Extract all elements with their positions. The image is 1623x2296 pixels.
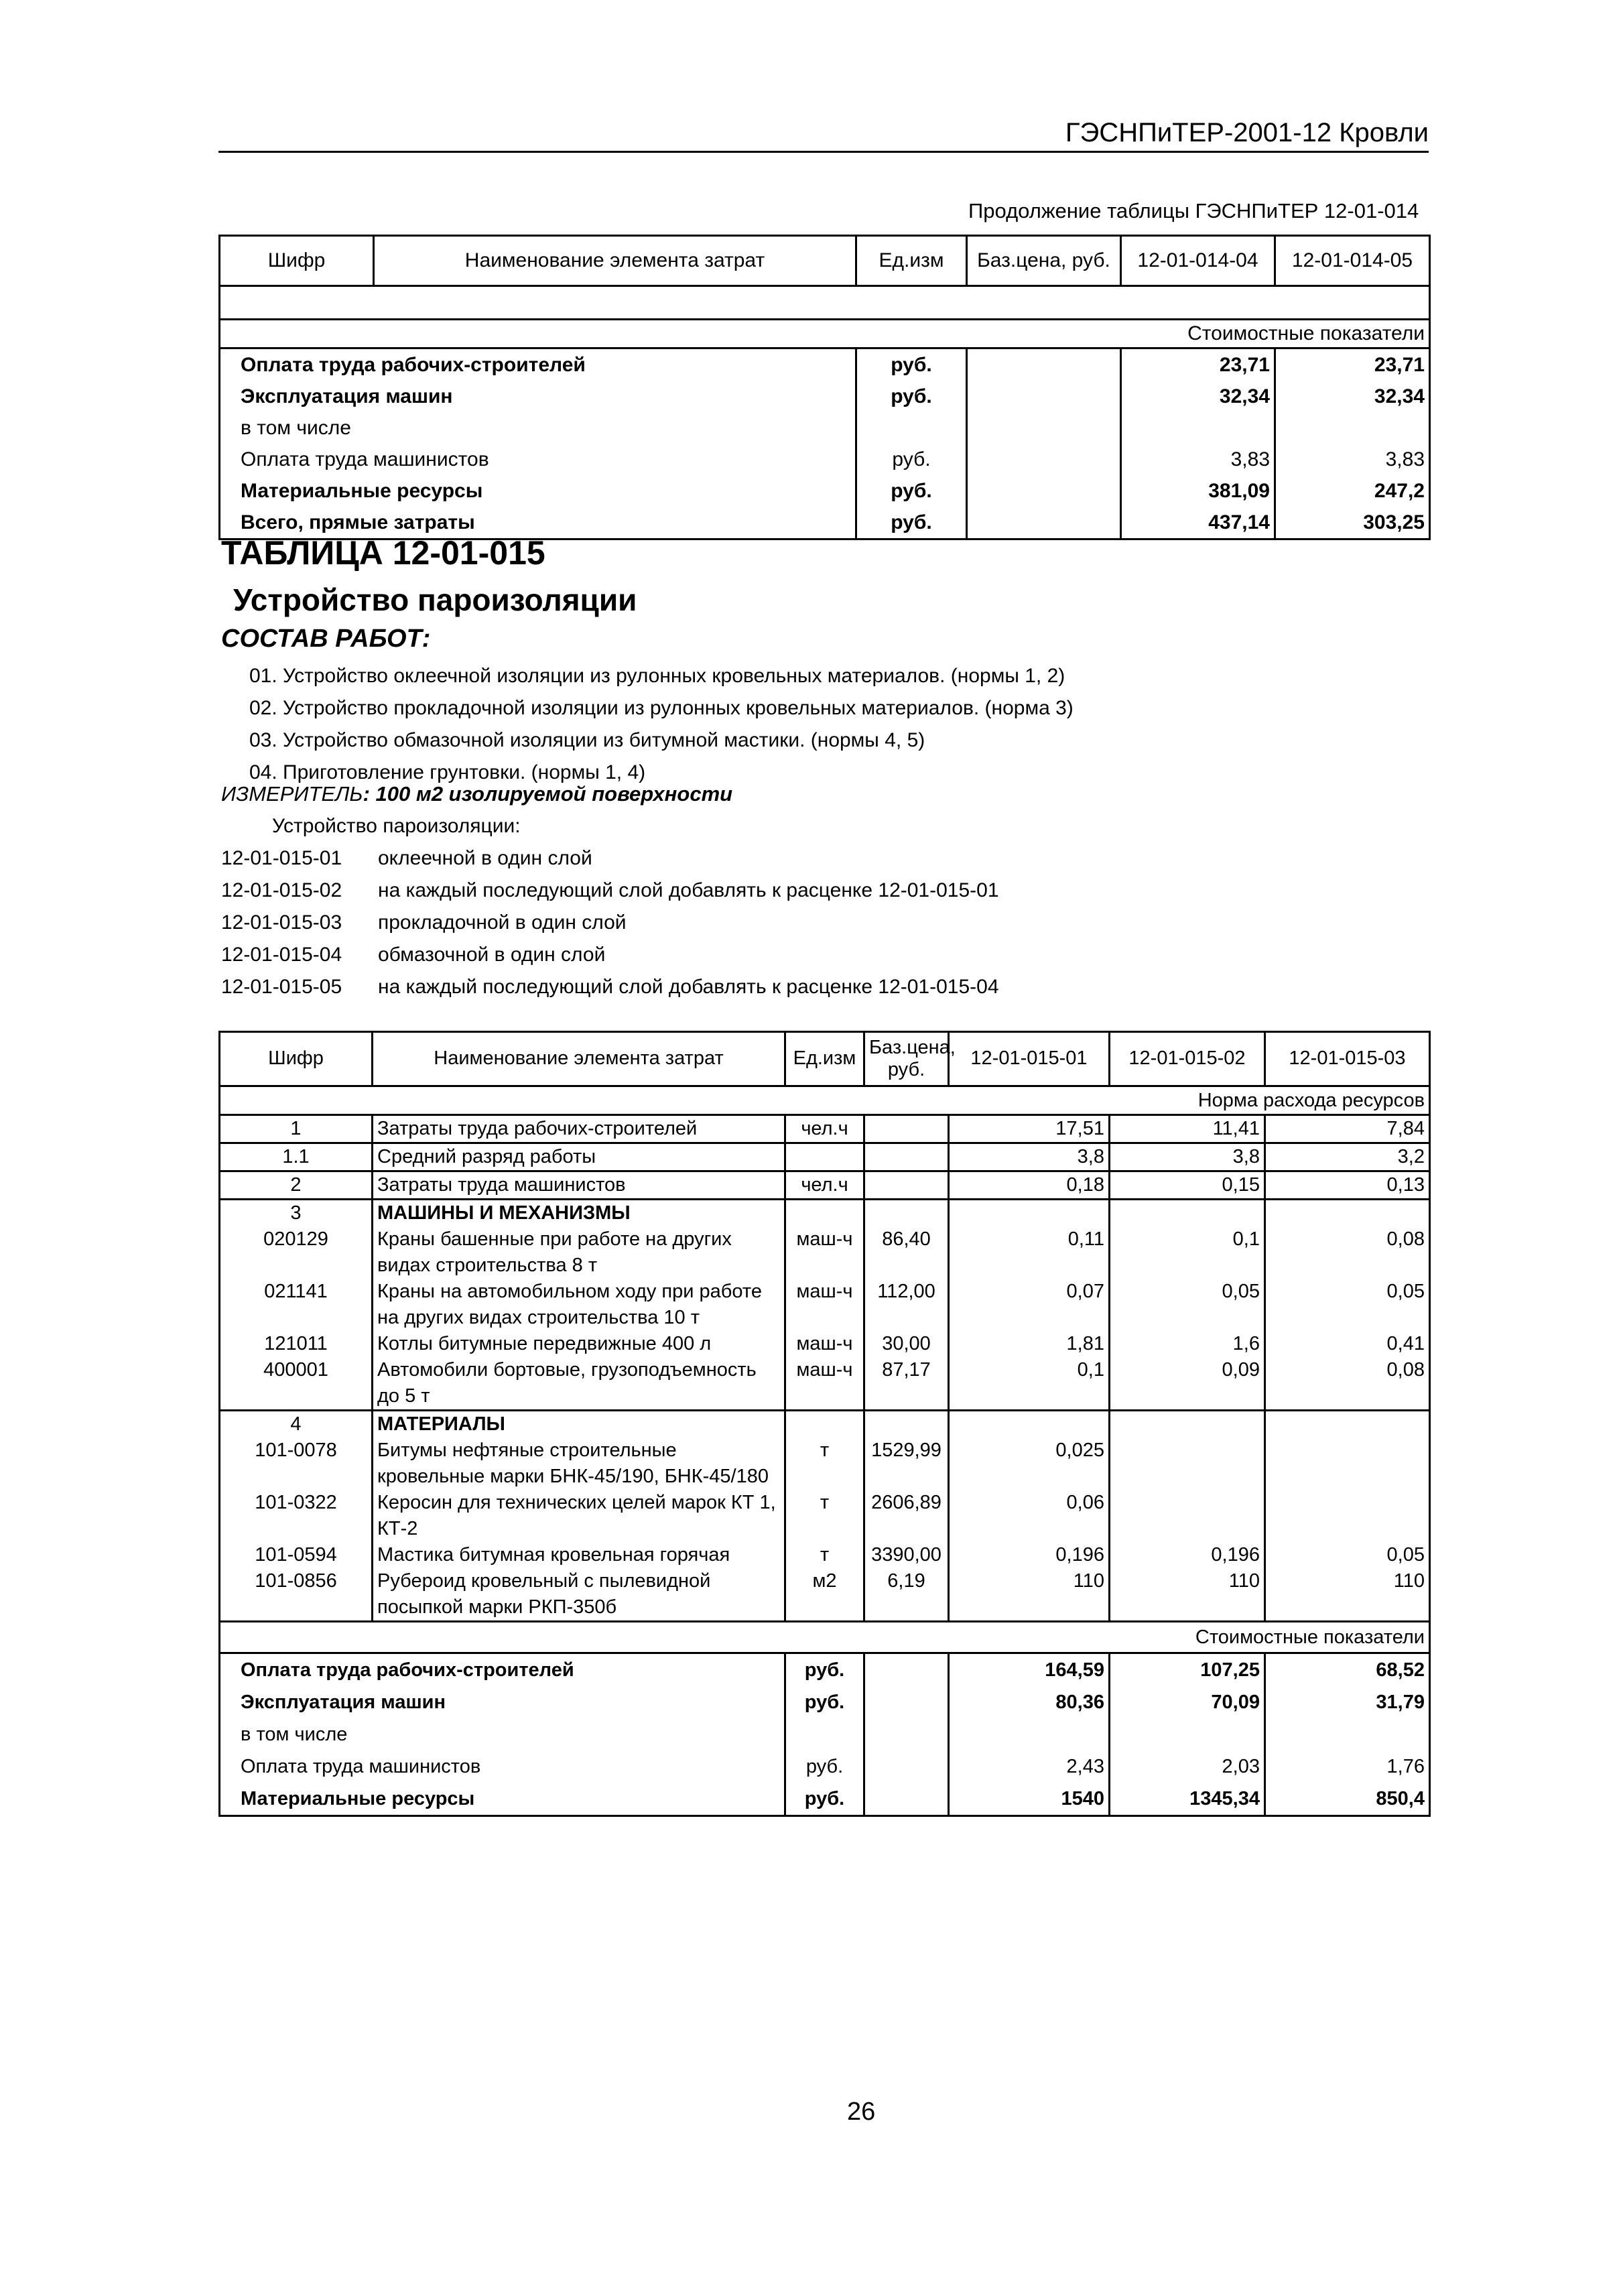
row-value — [1110, 1200, 1265, 1227]
row-name: Автомобили бортовые, грузоподъемность до 5 т — [373, 1357, 785, 1411]
section-label-row — [220, 1086, 1430, 1115]
table-row — [220, 1653, 1430, 1687]
running-header: ГЭСНПиТЕР-2001-12 Кровли — [1065, 118, 1429, 147]
table-row — [220, 1686, 1430, 1718]
row-value: 3,83 — [1121, 444, 1275, 475]
table-row — [220, 1411, 1430, 1438]
row-value: 0,41 — [1265, 1331, 1430, 1357]
row-name: Всего, прямые затраты — [220, 507, 856, 539]
col-header: Шифр — [220, 236, 374, 286]
row-value: 110 — [1265, 1568, 1430, 1622]
table-row — [220, 1279, 1430, 1331]
table-row — [220, 1200, 1430, 1227]
norm-label: Норма расхода ресурсов — [220, 1086, 1430, 1115]
table-row — [220, 1115, 1430, 1143]
col-header: Баз.цена, руб. — [864, 1032, 949, 1086]
row-value: 0,1 — [949, 1357, 1110, 1411]
row-name: Средний разряд работы — [373, 1143, 785, 1171]
row-value — [1110, 1718, 1265, 1750]
row-value: 247,2 — [1275, 475, 1430, 507]
measure-label: ИЗМЕРИТЕЛЬ — [221, 782, 363, 806]
row-unit: руб. — [785, 1686, 864, 1718]
row-price — [864, 1143, 949, 1171]
row-value: 3,8 — [1110, 1143, 1265, 1171]
row-price — [864, 1750, 949, 1783]
row-value: 0,18 — [949, 1171, 1110, 1200]
row-unit: руб. — [785, 1653, 864, 1687]
table-row — [220, 1226, 1430, 1279]
row-value — [1265, 1490, 1430, 1542]
row-price — [967, 507, 1121, 539]
row-price — [967, 348, 1121, 381]
row-unit: руб. — [785, 1750, 864, 1783]
row-value: 23,71 — [1121, 348, 1275, 381]
col-header: Баз.цена, руб. — [967, 236, 1121, 286]
row-unit: руб. — [856, 444, 967, 475]
works-heading: СОСТАВ РАБОТ: — [221, 625, 431, 653]
row-value: 1345,34 — [1110, 1783, 1265, 1816]
row-code: 1.1 — [220, 1143, 373, 1171]
row-value: 17,51 — [949, 1115, 1110, 1143]
row-name: Затраты труда рабочих-строителей — [373, 1115, 785, 1143]
section-label-row — [220, 320, 1430, 348]
row-value — [1121, 412, 1275, 444]
row-price — [864, 1686, 949, 1718]
row-value: 110 — [949, 1568, 1110, 1622]
row-value: 0,196 — [1110, 1542, 1265, 1568]
row-name: МАШИНЫ И МЕХАНИЗМЫ — [373, 1200, 785, 1227]
row-value: 1,6 — [1110, 1331, 1265, 1357]
row-unit: руб. — [856, 475, 967, 507]
row-unit: маш-ч — [785, 1357, 864, 1411]
row-value: 1,76 — [1265, 1750, 1430, 1783]
row-name: Эксплуатация машин — [220, 1686, 785, 1718]
col-header: 12-01-014-04 — [1121, 236, 1275, 286]
row-price — [864, 1783, 949, 1816]
table-header-row — [220, 236, 1430, 286]
row-unit: руб. — [785, 1783, 864, 1816]
row-value: 7,84 — [1265, 1115, 1430, 1143]
row-value — [1265, 1718, 1430, 1750]
table-row — [220, 444, 1430, 475]
row-price: 86,40 — [864, 1226, 949, 1279]
row-value: 303,25 — [1275, 507, 1430, 539]
norm-desc: обмазочной в один слой — [378, 944, 606, 966]
row-value: 0,07 — [949, 1279, 1110, 1331]
row-price — [967, 412, 1121, 444]
row-value: 0,05 — [1265, 1542, 1430, 1568]
row-name: Материальные ресурсы — [220, 1783, 785, 1816]
norm-code: 12-01-015-02 — [221, 879, 342, 901]
table-row — [220, 412, 1430, 444]
row-unit — [785, 1200, 864, 1227]
cost-table-014 — [218, 235, 1431, 540]
row-price — [864, 1653, 949, 1687]
row-code: 021141 — [220, 1279, 373, 1331]
row-code: 1 — [220, 1115, 373, 1143]
row-value — [1275, 412, 1430, 444]
row-value — [1265, 1438, 1430, 1490]
row-value: 107,25 — [1110, 1653, 1265, 1687]
row-code: 101-0322 — [220, 1490, 373, 1542]
table-row — [220, 1783, 1430, 1816]
table-row — [220, 1542, 1430, 1568]
row-value: 0,13 — [1265, 1171, 1430, 1200]
row-price: 1529,99 — [864, 1438, 949, 1490]
row-price — [864, 1718, 949, 1750]
row-name: Мастика битумная кровельная горячая — [373, 1542, 785, 1568]
row-unit: чел.ч — [785, 1115, 864, 1143]
row-price: 2606,89 — [864, 1490, 949, 1542]
row-value: 110 — [1110, 1568, 1265, 1622]
row-value: 3,8 — [949, 1143, 1110, 1171]
row-code: 121011 — [220, 1331, 373, 1357]
row-value: 0,09 — [1110, 1357, 1265, 1411]
row-name: в том числе — [220, 1718, 785, 1750]
row-unit: чел.ч — [785, 1171, 864, 1200]
row-code: 020129 — [220, 1226, 373, 1279]
table-row — [220, 1171, 1430, 1200]
col-header: 12-01-014-05 — [1275, 236, 1430, 286]
row-value — [1110, 1411, 1265, 1438]
table-title: ТАБЛИЦА 12-01-015 — [221, 534, 545, 572]
norm-desc: на каждый последующий слой добавлять к расценке 12-01-015-01 — [378, 879, 999, 901]
row-value: 3,83 — [1275, 444, 1430, 475]
col-header: 12-01-015-03 — [1265, 1032, 1430, 1086]
row-value: 68,52 — [1265, 1653, 1430, 1687]
col-header: 12-01-015-02 — [1110, 1032, 1265, 1086]
row-value: 2,03 — [1110, 1750, 1265, 1783]
row-value: 11,41 — [1110, 1115, 1265, 1143]
row-unit: руб. — [856, 348, 967, 381]
table-row — [220, 348, 1430, 381]
norm-desc: на каждый последующий слой добавлять к расценке 12-01-015-04 — [378, 976, 999, 998]
work-item: 03. Устройство обмазочной изоляции из битумной мастики. (нормы 4, 5) — [249, 729, 925, 751]
row-name: Оплата труда рабочих-строителей — [220, 348, 856, 381]
row-price: 30,00 — [864, 1331, 949, 1357]
row-unit: маш-ч — [785, 1279, 864, 1331]
table-row — [220, 1143, 1430, 1171]
row-unit — [785, 1411, 864, 1438]
row-value: 164,59 — [949, 1653, 1110, 1687]
row-value: 1540 — [949, 1783, 1110, 1816]
work-item: 04. Приготовление грунтовки. (нормы 1, 4) — [249, 761, 646, 783]
row-value — [949, 1200, 1110, 1227]
table-row — [220, 381, 1430, 412]
table-header-row — [220, 1032, 1430, 1086]
resource-table-015 — [218, 1031, 1431, 1817]
row-value: 0,05 — [1265, 1279, 1430, 1331]
table-row — [220, 1568, 1430, 1622]
row-value: 0,196 — [949, 1542, 1110, 1568]
row-name: Битумы нефтяные строительные кровельные марки БНК-45/190, БНК-45/180 — [373, 1438, 785, 1490]
col-header: Наименование элемента затрат — [374, 236, 856, 286]
resource-rows — [220, 1115, 1430, 1622]
row-value: 1,81 — [949, 1331, 1110, 1357]
table-row — [220, 1750, 1430, 1783]
row-price: 3390,00 — [864, 1542, 949, 1568]
row-value: 31,79 — [1265, 1686, 1430, 1718]
row-value: 23,71 — [1275, 348, 1430, 381]
row-value — [949, 1411, 1110, 1438]
row-value: 0,15 — [1110, 1171, 1265, 1200]
row-name: в том числе — [220, 412, 856, 444]
row-price — [967, 475, 1121, 507]
cost-label: Стоимостные показатели — [220, 1622, 1430, 1653]
col-header: 12-01-015-01 — [949, 1032, 1110, 1086]
row-price — [864, 1115, 949, 1143]
table-row — [220, 1331, 1430, 1357]
row-value: 0,05 — [1110, 1279, 1265, 1331]
row-unit — [785, 1718, 864, 1750]
row-value: 32,34 — [1121, 381, 1275, 412]
row-value: 0,025 — [949, 1438, 1110, 1490]
row-value — [1265, 1200, 1430, 1227]
row-price: 112,00 — [864, 1279, 949, 1331]
row-value — [1110, 1438, 1265, 1490]
table-row — [220, 475, 1430, 507]
table-subtitle: Устройство пароизоляции — [233, 582, 637, 617]
table-row — [220, 1438, 1430, 1490]
row-price — [864, 1411, 949, 1438]
row-name: Оплата труда рабочих-строителей — [220, 1653, 785, 1687]
row-value: 0,06 — [949, 1490, 1110, 1542]
row-value: 80,36 — [949, 1686, 1110, 1718]
row-value: 0,08 — [1265, 1357, 1430, 1411]
cost-rows — [220, 1653, 1430, 1816]
row-price: 87,17 — [864, 1357, 949, 1411]
row-value — [949, 1718, 1110, 1750]
col-header: Наименование элемента затрат — [373, 1032, 785, 1086]
norm-code: 12-01-015-04 — [221, 944, 342, 966]
row-name: Материальные ресурсы — [220, 475, 856, 507]
row-code: 101-0078 — [220, 1438, 373, 1490]
row-value: 2,43 — [949, 1750, 1110, 1783]
row-unit: руб. — [856, 507, 967, 539]
measure-line — [221, 782, 732, 806]
row-unit: т — [785, 1542, 864, 1568]
row-value: 3,2 — [1265, 1143, 1430, 1171]
row-name: Эксплуатация машин — [220, 381, 856, 412]
row-unit: м2 — [785, 1568, 864, 1622]
row-price — [967, 381, 1121, 412]
row-price: 6,19 — [864, 1568, 949, 1622]
work-item: 02. Устройство прокладочной изоляции из рулонных кровельных материалов. (норма 3) — [249, 697, 1074, 719]
row-unit: руб. — [856, 381, 967, 412]
cost-rows — [220, 348, 1430, 539]
row-name: Рубероид кровельный с пылевидной посыпкой марки РКП-350б — [373, 1568, 785, 1622]
norm-code: 12-01-015-05 — [221, 976, 342, 998]
row-code: 101-0594 — [220, 1542, 373, 1568]
row-value: 0,1 — [1110, 1226, 1265, 1279]
row-value: 381,09 — [1121, 475, 1275, 507]
row-code: 4 — [220, 1411, 373, 1438]
table-row — [220, 1718, 1430, 1750]
col-header: Шифр — [220, 1032, 373, 1086]
row-code: 2 — [220, 1171, 373, 1200]
row-value — [1265, 1411, 1430, 1438]
table-continuation-label: Продолжение таблицы ГЭСНПиТЕР 12-01-014 — [968, 199, 1419, 222]
row-name: Оплата труда машинистов — [220, 1750, 785, 1783]
row-value: 437,14 — [1121, 507, 1275, 539]
measure-value: : 100 м2 изолируемой поверхности — [363, 782, 733, 806]
row-value: 32,34 — [1275, 381, 1430, 412]
spacer-row — [220, 286, 1430, 320]
norm-desc: прокладочной в один слой — [378, 911, 627, 934]
row-unit: т — [785, 1490, 864, 1542]
row-price — [864, 1200, 949, 1227]
row-unit — [785, 1143, 864, 1171]
row-unit — [856, 412, 967, 444]
header-rule — [218, 151, 1429, 153]
row-unit: т — [785, 1438, 864, 1490]
section-label-row — [220, 1622, 1430, 1653]
row-name: Керосин для технических целей марок КТ 1, КТ-2 — [373, 1490, 785, 1542]
row-price — [864, 1171, 949, 1200]
col-header: Ед.изм — [785, 1032, 864, 1086]
row-name: Котлы битумные передвижные 400 л — [373, 1331, 785, 1357]
table-row — [220, 1357, 1430, 1411]
row-code: 3 — [220, 1200, 373, 1227]
work-item: 01. Устройство оклеечной изоляции из рулонных кровельных материалов. (нормы 1, 2) — [249, 665, 1065, 687]
row-name: Оплата труда машинистов — [220, 444, 856, 475]
norms-heading: Устройство пароизоляции: — [272, 815, 521, 837]
row-name: Затраты труда машинистов — [373, 1171, 785, 1200]
row-code: 101-0856 — [220, 1568, 373, 1622]
row-code: 400001 — [220, 1357, 373, 1411]
norm-code: 12-01-015-03 — [221, 911, 342, 934]
row-unit: маш-ч — [785, 1331, 864, 1357]
row-value: 850,4 — [1265, 1783, 1430, 1816]
row-price — [967, 444, 1121, 475]
section-label: Стоимостные показатели — [220, 320, 1430, 348]
col-header: Ед.изм — [856, 236, 967, 286]
row-value: 0,08 — [1265, 1226, 1430, 1279]
table-row — [220, 1490, 1430, 1542]
row-value — [1110, 1490, 1265, 1542]
row-name: МАТЕРИАЛЫ — [373, 1411, 785, 1438]
norm-code: 12-01-015-01 — [221, 847, 342, 869]
row-value: 0,11 — [949, 1226, 1110, 1279]
row-value: 70,09 — [1110, 1686, 1265, 1718]
page-number: 26 — [847, 2098, 876, 2126]
row-unit: маш-ч — [785, 1226, 864, 1279]
norm-desc: оклеечной в один слой — [378, 847, 592, 869]
row-name: Краны на автомобильном ходу при работе на других видах строительства 10 т — [373, 1279, 785, 1331]
row-name: Краны башенные при работе на других видах строительства 8 т — [373, 1226, 785, 1279]
